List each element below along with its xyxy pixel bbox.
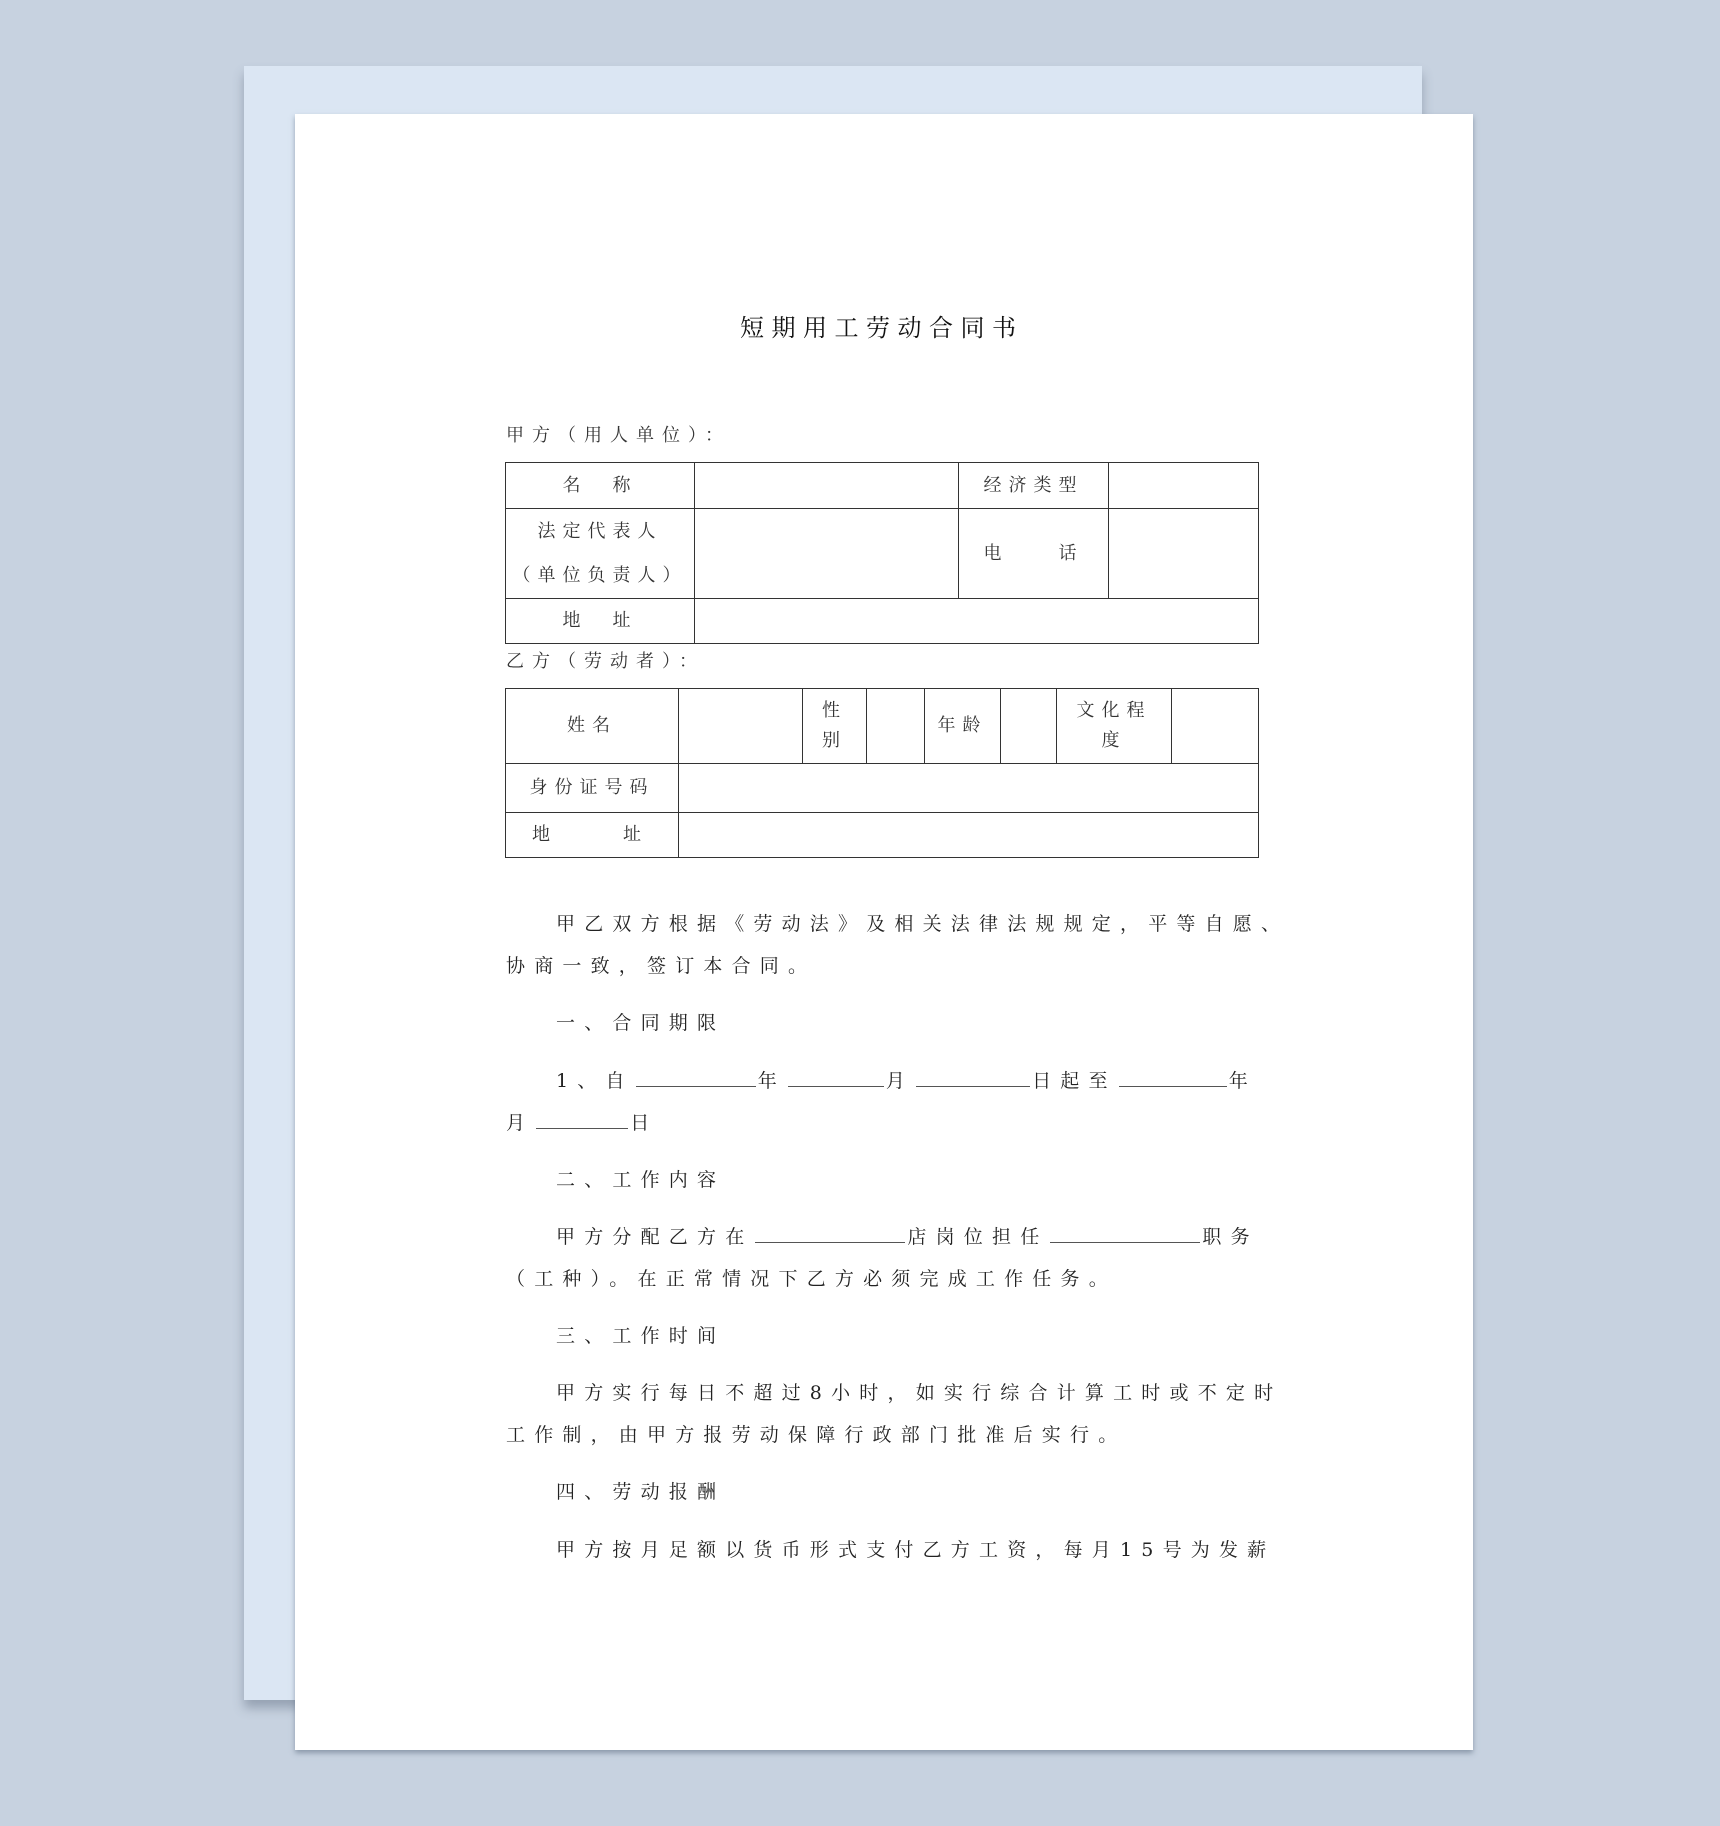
party-a-address-label: 地 址 — [506, 599, 695, 644]
gender-line2: 别 — [822, 730, 847, 751]
duty-text: 职务 — [1202, 1226, 1259, 1248]
party-b-name-label: 姓名 — [506, 689, 679, 764]
section4-heading: 四、劳动报酬 — [556, 1481, 726, 1503]
month-label: 月 — [885, 1070, 915, 1092]
intro-line-2: 协商一致，签订本合同。 — [506, 955, 817, 977]
party-a-economic-type-field[interactable] — [1109, 463, 1259, 509]
party-b-label: 乙方（劳动者）： — [506, 651, 705, 672]
store-blank[interactable] — [755, 1224, 905, 1243]
gender-line1: 性 — [822, 700, 847, 721]
party-b-age-field[interactable] — [1001, 689, 1057, 764]
party-a-name-label: 名 称 — [506, 463, 695, 509]
party-a-legal-rep-label — [506, 509, 695, 599]
year2-label: 年 — [1228, 1070, 1257, 1092]
party-a-legal-rep-field[interactable] — [695, 509, 959, 599]
section1-heading: 一、合同期限 — [556, 1012, 726, 1034]
party-a-address-field[interactable] — [695, 599, 1259, 644]
section1-item1-line2 — [506, 1110, 658, 1136]
start-day-blank[interactable] — [916, 1068, 1030, 1087]
party-b-gender-label — [803, 689, 867, 764]
start-year-blank[interactable] — [636, 1068, 756, 1087]
party-a-name-field[interactable] — [695, 463, 959, 509]
party-b-address-field[interactable] — [679, 813, 1259, 858]
section3-line2: 工作制，由甲方报劳动保障行政部门批准后实行。 — [506, 1424, 1127, 1446]
day2-label: 日 — [630, 1112, 659, 1134]
item1-prefix: 1、自 — [556, 1070, 634, 1092]
intro-line-1: 甲乙双方根据《劳动法》及相关法律法规规定，平等自愿、 — [556, 913, 1290, 935]
year-label: 年 — [757, 1070, 786, 1092]
month2-label: 月 — [506, 1112, 535, 1134]
section3-line1: 甲方实行每日不超过8小时，如实行综合计算工时或不定时 — [556, 1382, 1283, 1404]
party-b-education-label — [1057, 689, 1172, 764]
party-b-education-field[interactable] — [1172, 689, 1259, 764]
party-b-id-field[interactable] — [679, 764, 1259, 813]
party-a-phone-field[interactable] — [1109, 509, 1259, 599]
party-b-name-field[interactable] — [679, 689, 803, 764]
position-text: 店岗位担任 — [907, 1226, 1049, 1248]
section2-line2: （工种）。在正常情况下乙方必须完成工作任务。 — [506, 1268, 1117, 1290]
legal-rep-line1: 法定代表人 — [537, 520, 663, 542]
party-a-economic-type-label: 经济类型 — [959, 463, 1109, 509]
address-left-char: 地 — [532, 824, 557, 845]
end-year-blank[interactable] — [1119, 1068, 1227, 1087]
address-right-char: 址 — [623, 824, 648, 845]
legal-rep-line2: （单位负责人） — [512, 564, 688, 586]
party-a-table — [505, 462, 1259, 644]
party-b-address-label — [506, 813, 679, 858]
section2-heading: 二、工作内容 — [556, 1169, 726, 1191]
education-line2: 度 — [1101, 730, 1127, 751]
party-a-label: 甲方（用人单位）： — [506, 425, 731, 446]
party-b-age-label: 年龄 — [925, 689, 1001, 764]
job-blank[interactable] — [1050, 1224, 1200, 1243]
day-from-label: 日起至 — [1032, 1070, 1117, 1092]
party-b-table — [505, 688, 1259, 858]
party-b-id-label: 身份证号码 — [506, 764, 679, 813]
start-month-blank[interactable] — [788, 1068, 884, 1087]
party-a-phone-label: 电 话 — [959, 509, 1109, 599]
section2-line1 — [556, 1224, 1259, 1250]
education-line1: 文化程 — [1076, 700, 1152, 721]
document-title: 短期用工劳动合同书 — [740, 314, 1024, 342]
section1-item1-line1 — [556, 1068, 1257, 1094]
assign-text: 甲方分配乙方在 — [556, 1226, 754, 1248]
section4-line1: 甲方按月足额以货币形式支付乙方工资，每月15号为发薪 — [556, 1539, 1276, 1561]
party-b-gender-field[interactable] — [867, 689, 925, 764]
end-day-blank[interactable] — [536, 1110, 628, 1129]
section3-heading: 三、工作时间 — [556, 1325, 726, 1347]
